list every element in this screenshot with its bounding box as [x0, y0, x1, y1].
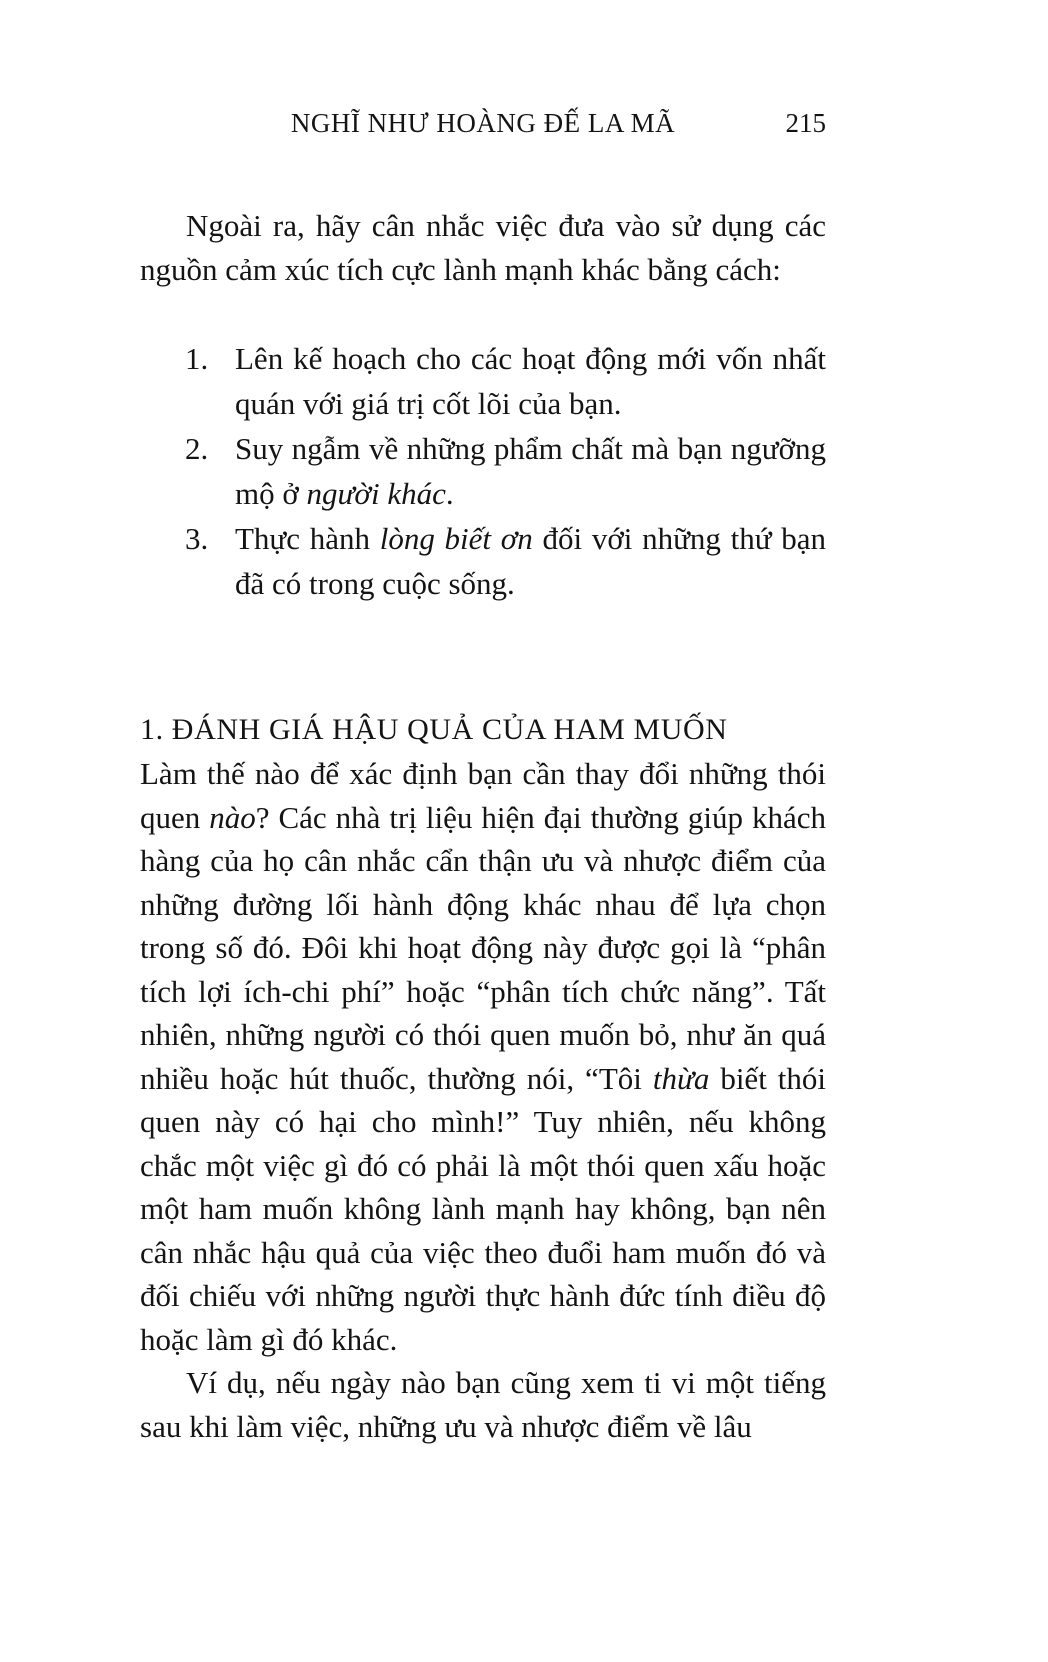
list-item [140, 426, 826, 516]
list-item [140, 336, 826, 426]
list-item-text: Lên kế hoạch cho các hoạt động mới vốn nhất quán với giá trị cốt lõi của bạn. [235, 341, 826, 421]
running-head-title: NGHĨ NHƯ HOÀNG ĐẾ LA MÃ [290, 108, 676, 138]
body-paragraph: Làm thế nào để xác định bạn cần thay đổi những thói quen nào? Các nhà trị liệu hiện đại thường giúp khách hàng của họ cân nhắc cẩn thận ưu và nhược điểm của những đường lối hành động khác nhau để lựa chọn trong số đó. Đôi khi hoạt động này được gọi là “phân tích lợi ích-chi phí” hoặc “phân tích chức năng”. Tất nhiên, những người có thói quen muốn bỏ, như ăn quá nhiều hoặc hút thuốc, thường nói, “Tôi thừa biết thói quen này có hại cho mình!” Tuy nhiên, nếu không chắc một việc gì đó có phải là một thói quen xấu hoặc một ham muốn không lành mạnh hay không, bạn nên cân nhắc hậu quả của việc theo đuổi ham muốn đó và đối chiếu với những người thực hành đức tính điều độ hoặc làm gì đó khác. [140, 756, 826, 1357]
numbered-list [140, 336, 826, 606]
list-item-number: 1. [185, 341, 209, 376]
list-item [140, 516, 826, 606]
list-item-number: 3. [185, 521, 209, 556]
list-item-text: Thực hành lòng biết ơn đối với những thứ bạn đã có trong cuộc sống. [235, 521, 826, 601]
body-paragraph: Ví dụ, nếu ngày nào bạn cũng xem ti vi một tiếng sau khi làm việc, những ưu và nhược điểm về lâu [140, 1365, 826, 1444]
list-item-text: Suy ngẫm về những phẩm chất mà bạn ngưỡng mộ ở người khác. [235, 431, 826, 511]
intro-paragraph: Ngoài ra, hãy cân nhắc việc đưa vào sử dụng các nguồn cảm xúc tích cực lành mạnh khác bằng cách: [140, 208, 826, 287]
section-heading: 1. ĐÁNH GIÁ HẬU QUẢ CỦA HAM MUỐN [140, 713, 728, 746]
running-head [140, 106, 826, 140]
page-number: 215 [785, 108, 826, 138]
list-item-number: 2. [185, 431, 209, 466]
